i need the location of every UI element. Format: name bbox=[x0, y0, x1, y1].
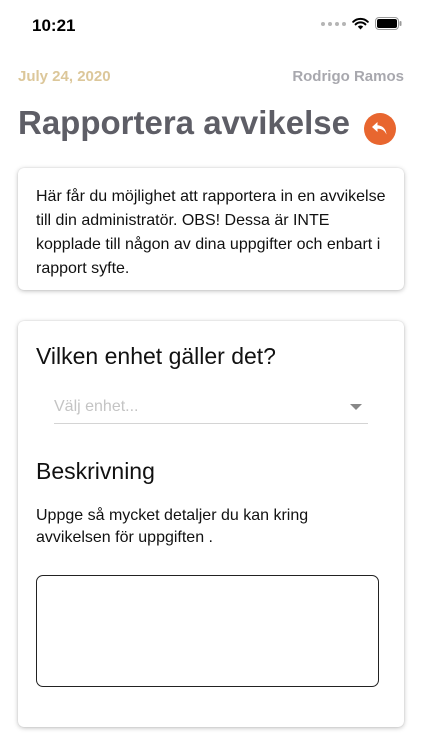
chevron-down-icon bbox=[350, 404, 362, 410]
status-icons bbox=[321, 17, 402, 30]
report-form-card bbox=[18, 321, 404, 727]
wifi-icon bbox=[352, 17, 369, 30]
signal-dots-icon bbox=[321, 22, 346, 26]
status-time: 10:21 bbox=[32, 16, 76, 35]
page-title: Rapportera avvikelse bbox=[18, 104, 351, 141]
header-meta-row bbox=[18, 68, 404, 85]
description-help-text: Uppge så mycket detaljer du kan kring avvikelsen för uppgiften . bbox=[36, 507, 309, 546]
info-card bbox=[18, 168, 404, 290]
unit-question-label: Vilken enhet gäller det? bbox=[36, 343, 276, 369]
info-text: Här får du möjlighet att rapportera in en avvikelse till din administratör. OBS! Dessa är INTE kopplade till någon av dina uppgifter och enbart i rapport syfte. bbox=[36, 188, 386, 277]
undo-arrow-icon bbox=[371, 121, 389, 137]
date-label: July 24, 2020 bbox=[18, 68, 111, 85]
back-button[interactable] bbox=[364, 113, 396, 145]
unit-select[interactable] bbox=[54, 391, 368, 424]
description-label: Beskrivning bbox=[36, 458, 155, 484]
status-bar bbox=[0, 0, 422, 52]
unit-select-placeholder: Välj enhet... bbox=[54, 398, 139, 415]
description-textarea[interactable] bbox=[36, 575, 379, 687]
battery-icon bbox=[375, 17, 402, 30]
user-name: Rodrigo Ramos bbox=[292, 68, 404, 85]
